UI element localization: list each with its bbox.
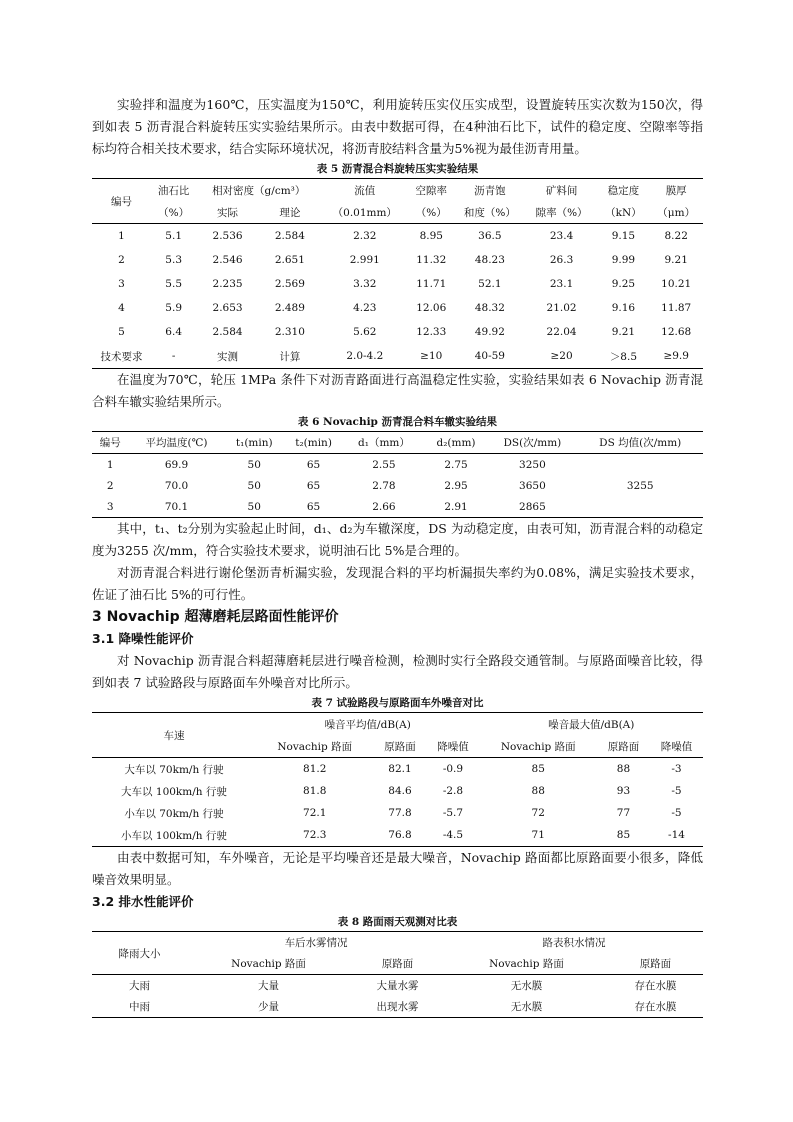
- table7-h-avg: 噪音平均值/dB(A): [324, 718, 411, 731]
- table8-subheader-cell: 原路面: [350, 953, 445, 975]
- table5-cell: 11.87: [661, 302, 692, 314]
- table7-cell: 77: [616, 807, 631, 819]
- table7-cell: 大车以 70km/h 行驶: [124, 763, 224, 776]
- table5-cell: 48.23: [474, 254, 505, 266]
- table8-cell: 存在水膜: [634, 980, 677, 992]
- table8-cell: 无水膜: [510, 980, 543, 992]
- table5-cell: 21.02: [546, 302, 577, 314]
- table6-cell: 2.75: [444, 458, 468, 471]
- table6-cell: 70.0: [164, 479, 189, 492]
- table6-cell: 2.95: [444, 479, 468, 492]
- table-row: [92, 758, 703, 781]
- table6-cell: 65: [306, 479, 321, 492]
- table7-cell: 88: [616, 763, 631, 775]
- table6-cell: 65: [306, 500, 321, 513]
- table5-cell: 9.16: [611, 302, 636, 314]
- table5-cell: 49.92: [474, 326, 505, 338]
- table7-cell: 82.1: [388, 763, 412, 775]
- table5-cell: 40-59: [474, 350, 505, 362]
- table7-subheader-cell: Novachip 路面: [479, 735, 597, 758]
- paragraph-rutting-explain: 其中，t₁、t₂分别为实验起止时间，d₁、d₂为车辙深度，DS 为动稳定度，由表可知，沥青混合料的动稳定度为3255 次/mm，符合实验技术要求，说明油石比 5%是合理的。: [92, 521, 703, 558]
- table8-cell: 大量水雾: [376, 980, 419, 992]
- table-row: [92, 344, 703, 369]
- table5-caption: 表 5 沥青混合料旋转压实实验结果: [316, 163, 479, 175]
- paragraph-drain-test: 对沥青混合料进行谢伦堡沥青析漏实验，发现混合料的平均析漏损失率约为0.08%，满足实验技术要求，佐证了油石比 5%的可行性。: [92, 565, 703, 602]
- table8-cell: 存在水膜: [634, 1001, 677, 1013]
- table7-cell: -5.7: [442, 807, 464, 819]
- table7-cell: 88: [531, 785, 545, 797]
- table7-cell: -2.8: [442, 785, 464, 797]
- table6-cell: 1: [106, 458, 114, 471]
- table5-cell: 2: [118, 254, 125, 266]
- table-row: [92, 224, 703, 249]
- table5-cell: 5.1: [165, 230, 182, 242]
- table5-cell: 4.23: [353, 302, 377, 314]
- paragraph-noise: 对 Novachip 沥青混合料超薄磨耗层进行噪音检测，检测时实行全路段交通管制。与原路面噪音比较，得到如表 7 试验路段与原路面车外噪音对比所示。: [92, 653, 703, 690]
- table6-header-cell: DS(次/mm): [487, 432, 577, 454]
- section-3-heading: 3 Novachip 超薄磨耗层路面性能评价: [92, 609, 339, 625]
- table7-subheader-cell: 原路面: [597, 735, 650, 758]
- table5-cell: 12.06: [416, 302, 447, 314]
- table8-header-row-1: [92, 932, 703, 954]
- table5-h-density: 相对密度（g/cm³）: [212, 184, 306, 197]
- table5-cell: 22.04: [546, 326, 577, 338]
- table5-cell: 2.991: [349, 254, 380, 266]
- table8-caption: 表 8 路面雨天观测对比表: [337, 916, 458, 928]
- table5-h-sat2: 和度（%）: [454, 201, 526, 224]
- table7-cell: -0.9: [442, 763, 464, 775]
- paragraph-noise-conclusion: 由表中数据可知，车外噪音，无论是平均噪音还是最大噪音，Novachip 路面都比原路面要小很多，降低噪音效果明显。: [92, 850, 703, 887]
- table5-header-row-1: [92, 179, 703, 202]
- table6-cell: 70.1: [164, 500, 189, 513]
- table7: [92, 712, 703, 847]
- table8-subheader-cell: Novachip 路面: [445, 953, 608, 975]
- section-3-1-heading: 3.1 降噪性能评价: [92, 631, 194, 646]
- table7-cell: 81.2: [303, 763, 327, 775]
- table7-cell: 大车以 100km/h 行驶: [121, 785, 227, 798]
- table5-h-void-unit: （%）: [409, 201, 454, 224]
- table6-caption: 表 6 Novachip 沥青混合料车辙实验结果: [297, 416, 498, 428]
- table-row: [92, 272, 703, 296]
- table7-cell: -14: [668, 829, 685, 841]
- table6-ds-mean: 3255: [626, 479, 654, 492]
- table6: [92, 431, 703, 518]
- table5-h-flow: 流值: [354, 184, 376, 197]
- table5-cell: 8.22: [664, 230, 688, 242]
- table7-cell: -3: [671, 763, 682, 775]
- table5-cell: 8.95: [419, 230, 443, 242]
- table5-cell: 2.569: [274, 278, 305, 290]
- table5-cell: 3: [118, 278, 125, 290]
- table5-cell: 1: [118, 230, 125, 242]
- table5-cell: 2.546: [212, 254, 243, 266]
- table7-cell: 77.8: [388, 807, 412, 819]
- table5-h-ratio: 油石比: [157, 184, 190, 197]
- table7-h-max: 噪音最大值/dB(A): [548, 718, 635, 731]
- table7-cell: 72: [531, 807, 545, 819]
- table7-cell: 72.3: [303, 829, 327, 841]
- table5-cell: 2.235: [212, 278, 243, 290]
- table8-cell: 中雨: [129, 1001, 151, 1013]
- table6-header-cell: 平均温度(℃): [128, 432, 224, 454]
- table5-header-row-2: [92, 201, 703, 224]
- table6-header-cell: t₂(min): [284, 432, 343, 454]
- table6-cell: 3: [106, 500, 114, 513]
- table5-cell: ≥9.9: [663, 350, 689, 362]
- table7-cell: 小车以 100km/h 行驶: [121, 829, 227, 842]
- table-row: [92, 320, 703, 344]
- table8-cell: 大量: [258, 980, 280, 992]
- table5-cell: 2.653: [212, 302, 243, 314]
- table7-subheader-cell: 降噪值: [426, 735, 479, 758]
- table7-cell: -5: [671, 785, 682, 797]
- table5-h-film-unit: （μm）: [649, 201, 703, 224]
- table7-cell: 85: [531, 763, 545, 775]
- table5-cell: 23.1: [549, 278, 574, 290]
- table5-cell: 10.21: [661, 278, 692, 290]
- table5-h-film: 膜厚: [665, 184, 687, 197]
- table5-cell: 5: [118, 326, 125, 338]
- table5-h-actual: 实际: [196, 201, 258, 224]
- table-row: [92, 802, 703, 824]
- table7-h-speed: 车速: [92, 713, 256, 758]
- table5-cell: 12.68: [661, 326, 692, 338]
- table5-cell: 12.33: [416, 326, 447, 338]
- table6-cell: 50: [247, 458, 261, 471]
- section-3-2-heading: 3.2 排水性能评价: [92, 894, 194, 909]
- table5-cell: 实测: [217, 350, 239, 363]
- table5-cell: 23.4: [549, 230, 574, 242]
- table-row: [92, 996, 703, 1018]
- table8: [92, 931, 703, 1018]
- table6-cell: 2865: [519, 500, 546, 513]
- table5-cell: ＞8.5: [609, 350, 638, 363]
- table5-cell: 36.5: [478, 230, 502, 242]
- table6-cell: 50: [247, 500, 261, 513]
- table7-cell: 93: [616, 785, 631, 797]
- table5-cell: 11.32: [416, 254, 447, 266]
- table7-cell: 76.8: [388, 829, 412, 841]
- table5-h-no: 编号: [92, 179, 151, 224]
- table8-subheader-cell: Novachip 路面: [187, 953, 350, 975]
- table8-subheader-cell: 原路面: [608, 953, 703, 975]
- table8-h-water: 路表积水情况: [542, 937, 606, 949]
- table5-cell: 2.489: [274, 302, 305, 314]
- table8-cell: 出现水雾: [376, 1001, 419, 1013]
- table7-cell: 85: [616, 829, 631, 841]
- table6-header-cell: d₁（mm）: [343, 432, 424, 454]
- table5-cell: 5.3: [165, 254, 182, 266]
- table5-cell: 2.584: [212, 326, 243, 338]
- table6-header-cell: t₁(min): [225, 432, 284, 454]
- table5-cell: 5.5: [165, 278, 182, 290]
- table6-cell: 2: [106, 479, 114, 492]
- table5-cell: 2.0-4.2: [346, 350, 384, 362]
- table8-h-spray: 车后水雾情况: [284, 937, 348, 949]
- table5-cell: 9.25: [611, 278, 636, 290]
- table5-h-stab-unit: （kN）: [597, 201, 649, 224]
- table-row: [92, 975, 703, 997]
- table5-cell: 11.71: [416, 278, 447, 290]
- table8-cell: 大雨: [129, 980, 151, 992]
- table7-cell: 71: [531, 829, 545, 841]
- table5-h-stab: 稳定度: [607, 184, 640, 197]
- table5-cell: 3.32: [353, 278, 377, 290]
- table6-header-cell: DS 均值(次/mm): [577, 432, 703, 454]
- table5-cell: 2.310: [274, 326, 305, 338]
- table6-cell: 2.55: [372, 458, 396, 471]
- table7-header-row-1: [92, 713, 703, 736]
- table5-cell: 9.21: [664, 254, 688, 266]
- table5-cell: ≥10: [420, 350, 443, 362]
- table8-cell: 少量: [258, 1001, 280, 1013]
- paragraph-mixing: 实验拌和温度为160℃，压实温度为150℃，利用旋转压实仪压实成型，设置旋转压实次数为150次，得到如表 5 沥青混合料旋转压实实验结果所示。由表中数据可得，在4种油石比下，试件的稳定度、空隙率等指标均符合相关技术要求，结合实际环境状况，将沥青胶结料含量为5%视为最佳沥青用量。: [92, 97, 703, 156]
- table5-h-void: 空隙率: [415, 184, 448, 197]
- table6-header-cell: 编号: [92, 432, 128, 454]
- table6-cell: 2.66: [372, 500, 396, 513]
- table7-caption: 表 7 试验路段与原路面车外噪音对比: [311, 697, 484, 709]
- table6-cell: 65: [306, 458, 321, 471]
- table7-cell: 81.8: [303, 785, 327, 797]
- table5-h-ratio-unit: （%）: [151, 201, 196, 224]
- table5-cell: 2.32: [353, 230, 377, 242]
- table5-cell: 技术要求: [100, 350, 143, 363]
- table7-cell: -5: [671, 807, 682, 819]
- paper-page: [92, 94, 703, 1018]
- table5-cell: 2.651: [274, 254, 305, 266]
- table7-subheader-cell: Novachip 路面: [256, 735, 374, 758]
- table5-cell: 52.1: [478, 278, 502, 290]
- table6-cell: 69.9: [164, 458, 189, 471]
- table6-header-cell: d₂(mm): [425, 432, 488, 454]
- table5: [92, 178, 703, 369]
- table-row: [92, 296, 703, 320]
- table5-cell: 9.99: [611, 254, 636, 266]
- table7-subheader-cell: 降噪值: [650, 735, 703, 758]
- table5-h-flow-unit: （0.01mm）: [321, 201, 408, 224]
- table7-subheader-cell: 原路面: [373, 735, 426, 758]
- table5-cell: 5.62: [353, 326, 377, 338]
- table5-cell: 48.32: [474, 302, 505, 314]
- table5-cell: 9.15: [611, 230, 636, 242]
- table5-cell: ≥20: [550, 350, 573, 362]
- table5-h-sat: 沥青饱: [474, 184, 506, 197]
- table-row: [92, 454, 703, 476]
- table6-cell: 50: [247, 479, 261, 492]
- table6-cell: 3650: [519, 479, 546, 492]
- table7-cell: 84.6: [388, 785, 412, 797]
- table5-h-theory: 理论: [259, 201, 321, 224]
- table5-cell: 计算: [279, 350, 301, 363]
- table8-cell: 无水膜: [510, 1001, 543, 1013]
- paragraph-rutting-intro: 在温度为70℃，轮压 1MPa 条件下对沥青路面进行高温稳定性实验，实验结果如表 6 Novachip 沥青混合料车辙实验结果所示。: [92, 372, 703, 409]
- table5-cell: 26.3: [549, 254, 574, 266]
- table-row: [92, 780, 703, 802]
- table5-h-vma: 矿料间: [545, 184, 578, 197]
- table6-cell: 3250: [519, 458, 546, 471]
- table6-header-row: [92, 432, 703, 454]
- table5-cell: 6.4: [165, 326, 182, 338]
- table5-cell: 2.584: [274, 230, 305, 242]
- table5-cell: 4: [118, 302, 125, 314]
- table-row: [92, 824, 703, 847]
- table5-h-vma2: 隙率（%）: [526, 201, 598, 224]
- table6-cell: 2.91: [444, 500, 468, 513]
- table-row: [92, 248, 703, 272]
- table5-cell: -: [171, 350, 176, 362]
- table7-cell: -4.5: [442, 829, 464, 841]
- table5-cell: 2.536: [212, 230, 243, 242]
- table7-cell: 小车以 70km/h 行驶: [124, 807, 224, 820]
- table8-h-rain: 降雨大小: [92, 932, 187, 975]
- table7-cell: 72.1: [303, 807, 327, 819]
- table6-cell: 2.78: [372, 479, 396, 492]
- table5-cell: 5.9: [165, 302, 182, 314]
- table5-cell: 9.21: [611, 326, 636, 338]
